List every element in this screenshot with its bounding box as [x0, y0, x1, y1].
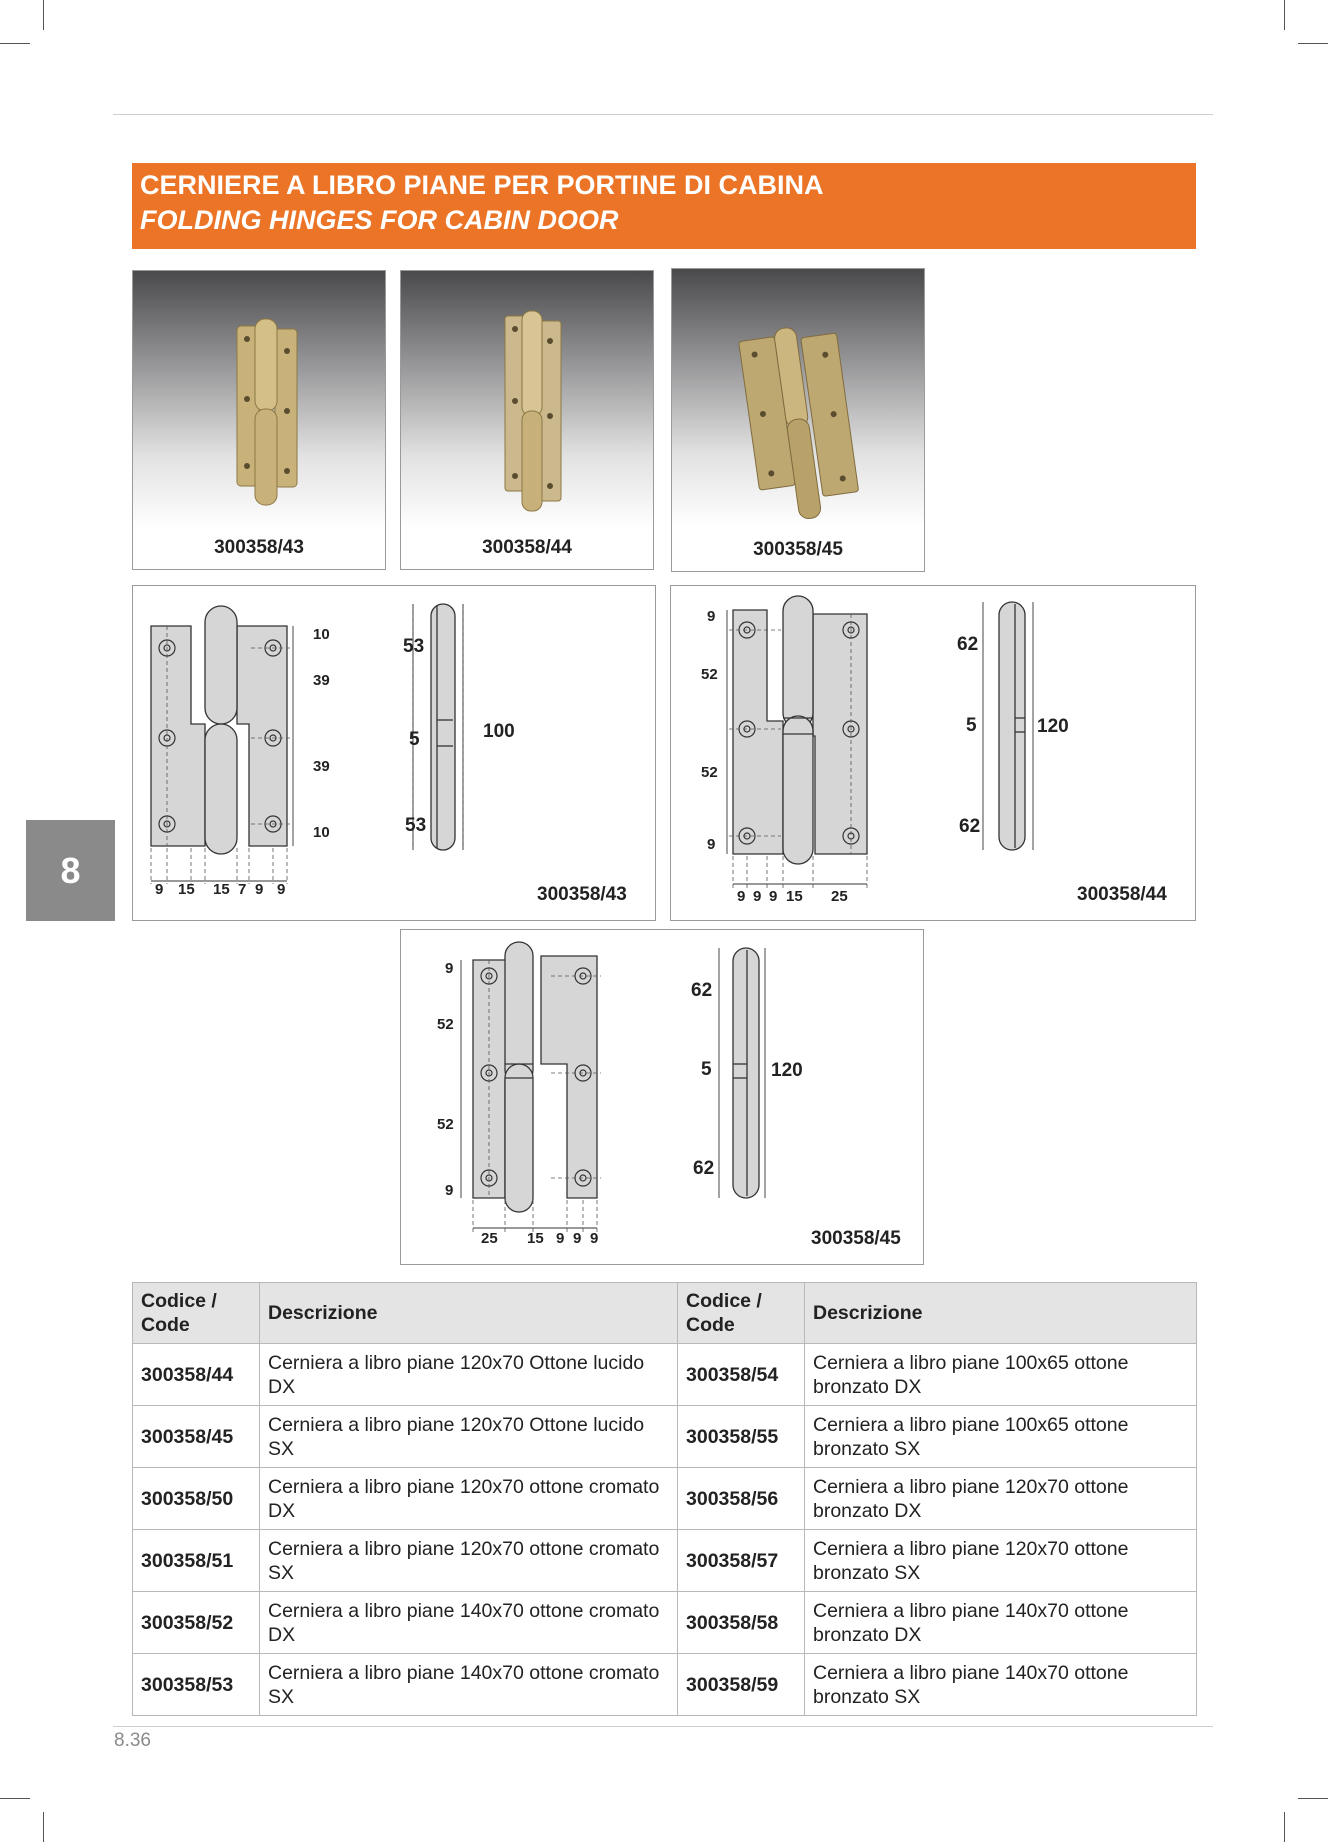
code-cell: 300358/53 [133, 1654, 260, 1716]
dim-label: 120 [771, 1060, 803, 1081]
chapter-tab: 8 [26, 820, 115, 921]
description-cell: Cerniera a libro piane 120x70 ottone bronzato DX [805, 1468, 1197, 1530]
crop-mark [0, 43, 30, 44]
dim-label: 39 [313, 758, 330, 775]
table-row [133, 1468, 1197, 1530]
description-cell: Cerniera a libro piane 100x65 ottone bronzato DX [805, 1344, 1197, 1406]
technical-drawing-44 [670, 585, 1196, 921]
description-cell: Cerniera a libro piane 120x70 ottone cromato DX [260, 1468, 678, 1530]
dim-label: 5 [409, 729, 420, 750]
dim-label: 100 [483, 721, 515, 742]
crop-mark [0, 1798, 30, 1799]
dim-label: 39 [313, 672, 330, 689]
hinge-photo-43 [133, 271, 387, 571]
dim-label: 9 [753, 888, 762, 905]
dim-label: 52 [701, 666, 718, 683]
dim-label: 52 [437, 1016, 454, 1033]
code-cell: 300358/54 [678, 1344, 805, 1406]
dim-label: 9 [573, 1230, 582, 1247]
dim-label: 62 [691, 980, 713, 1001]
photo-caption: 300358/43 [214, 537, 304, 558]
code-cell: 300358/52 [133, 1592, 260, 1654]
dim-label: 9 [445, 960, 454, 977]
product-photo-43 [132, 270, 386, 570]
description-cell: Cerniera a libro piane 140x70 ottone cromato SX [260, 1654, 678, 1716]
dim-label: 9 [707, 836, 716, 853]
dim-label: 7 [238, 881, 247, 898]
dim-label: 120 [1037, 716, 1069, 737]
dim-label: 9 [769, 888, 778, 905]
top-rule [113, 114, 1213, 115]
header-description: Descrizione [260, 1283, 678, 1344]
table-row [133, 1654, 1197, 1716]
description-cell: Cerniera a libro piane 140x70 ottone cromato DX [260, 1592, 678, 1654]
description-cell: Cerniera a libro piane 100x65 ottone bronzato SX [805, 1406, 1197, 1468]
dim-label: 10 [313, 626, 330, 643]
description-cell: Cerniera a libro piane 140x70 ottone bronzato SX [805, 1654, 1197, 1716]
dim-label: 9 [255, 881, 264, 898]
code-cell: 300358/55 [678, 1406, 805, 1468]
crop-mark [1284, 0, 1285, 30]
dim-label: 9 [155, 881, 164, 898]
code-cell: 300358/58 [678, 1592, 805, 1654]
table-row [133, 1406, 1197, 1468]
code-cell: 300358/50 [133, 1468, 260, 1530]
product-photo-44 [400, 270, 654, 570]
dim-label: 9 [707, 608, 716, 625]
table-row [133, 1530, 1197, 1592]
crop-mark [43, 0, 44, 30]
description-cell: Cerniera a libro piane 120x70 ottone bronzato SX [805, 1530, 1197, 1592]
dim-label: 9 [737, 888, 746, 905]
drawing-code-label: 300358/45 [811, 1228, 901, 1249]
dim-label: 9 [556, 1230, 565, 1247]
crop-mark [1298, 1798, 1328, 1799]
technical-drawing-45 [400, 929, 924, 1265]
photo-caption: 300358/45 [753, 539, 843, 560]
dim-label: 9 [277, 881, 286, 898]
description-cell: Cerniera a libro piane 140x70 ottone bronzato DX [805, 1592, 1197, 1654]
table-header-row [133, 1283, 1197, 1344]
bottom-rule [113, 1726, 1213, 1727]
hinge-photo-44 [401, 271, 655, 571]
product-code-table [132, 1282, 1197, 1716]
dim-label: 9 [445, 1182, 454, 1199]
code-cell: 300358/56 [678, 1468, 805, 1530]
photo-caption: 300358/44 [482, 537, 572, 558]
dim-label: 62 [693, 1158, 715, 1179]
banner-title-it: CERNIERE A LIBRO PIANE PER PORTINE DI CABINA [140, 170, 824, 200]
header-code: Codice / Code [678, 1283, 805, 1344]
description-cell: Cerniera a libro piane 120x70 ottone cromato SX [260, 1530, 678, 1592]
drawing-code-label: 300358/43 [537, 884, 627, 905]
drawing-code-label: 300358/44 [1077, 884, 1167, 905]
technical-drawing-43 [132, 585, 656, 921]
dim-label: 52 [701, 764, 718, 781]
dim-label: 25 [831, 888, 848, 905]
page-number: 8.36 [114, 1730, 151, 1751]
header-code: Codice / Code [133, 1283, 260, 1344]
code-cell: 300358/57 [678, 1530, 805, 1592]
dim-label: 9 [590, 1230, 599, 1247]
header-description: Descrizione [805, 1283, 1197, 1344]
drawing-lines [133, 586, 657, 922]
hinge-photo-45 [672, 269, 926, 573]
dim-label: 5 [966, 715, 977, 736]
dim-label: 25 [481, 1230, 498, 1247]
description-cell: Cerniera a libro piane 120x70 Ottone lucido SX [260, 1406, 678, 1468]
dim-label: 5 [701, 1059, 712, 1080]
dim-label: 15 [527, 1230, 544, 1247]
table-row [133, 1592, 1197, 1654]
dim-label: 15 [786, 888, 803, 905]
table-row [133, 1344, 1197, 1406]
crop-mark [1298, 43, 1328, 44]
dim-label: 62 [959, 816, 981, 837]
dim-label: 15 [213, 881, 230, 898]
product-photo-45 [671, 268, 925, 572]
banner-title-en: FOLDING HINGES FOR CABIN DOOR [140, 205, 619, 235]
dim-label: 62 [957, 634, 979, 655]
code-cell: 300358/51 [133, 1530, 260, 1592]
dim-label: 10 [313, 824, 330, 841]
drawing-lines [671, 586, 1197, 922]
dim-label: 53 [403, 636, 425, 657]
dim-label: 53 [405, 815, 427, 836]
code-cell: 300358/45 [133, 1406, 260, 1468]
section-banner [132, 163, 1196, 249]
code-cell: 300358/44 [133, 1344, 260, 1406]
description-cell: Cerniera a libro piane 120x70 Ottone lucido DX [260, 1344, 678, 1406]
drawing-lines [401, 930, 925, 1266]
code-cell: 300358/59 [678, 1654, 805, 1716]
dim-label: 52 [437, 1116, 454, 1133]
crop-mark [1284, 1812, 1285, 1842]
dim-label: 15 [178, 881, 195, 898]
crop-mark [43, 1812, 44, 1842]
